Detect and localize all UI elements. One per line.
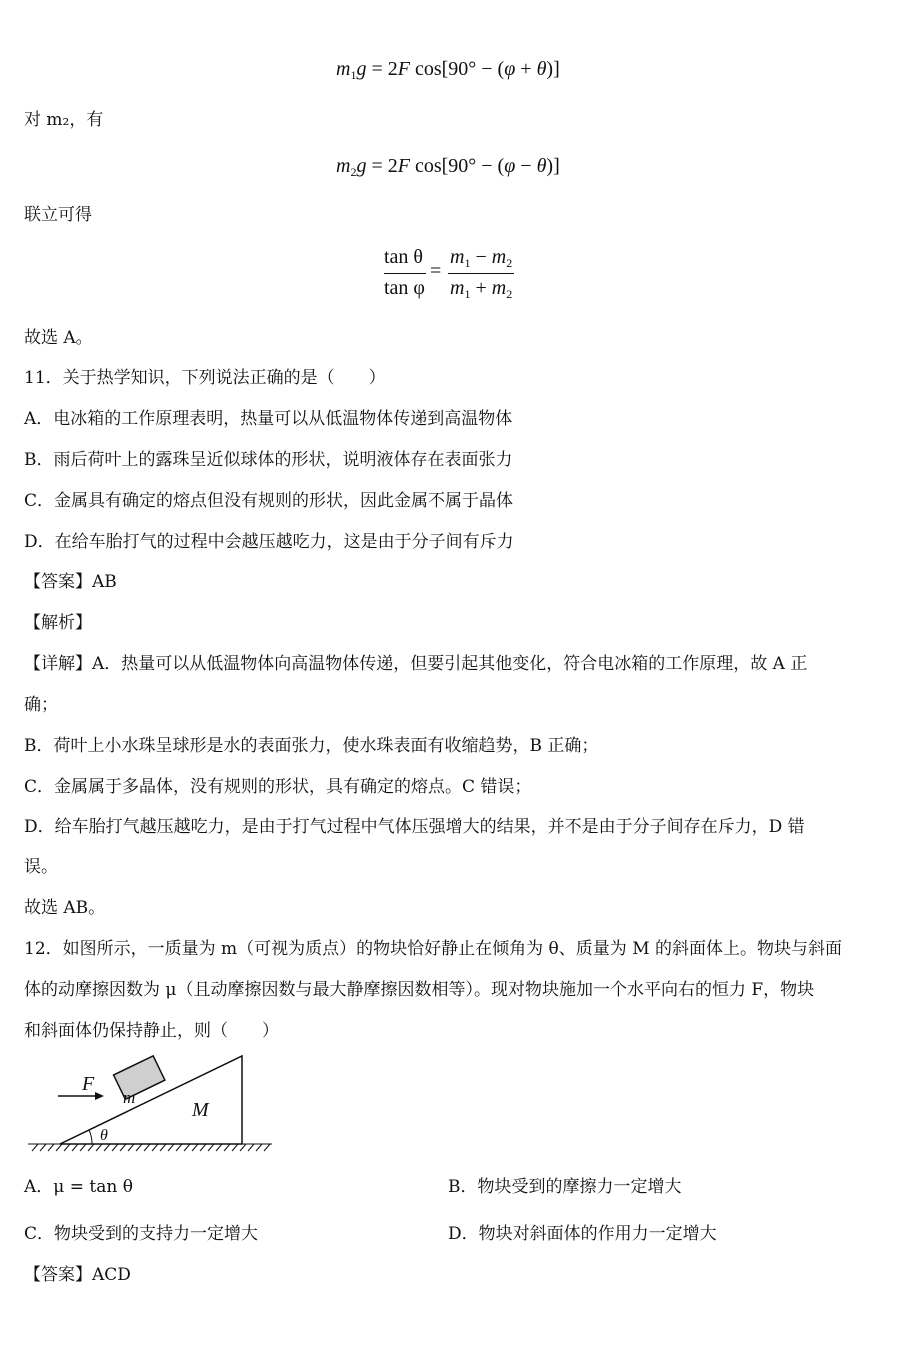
text-line: 联立可得 <box>24 205 92 225</box>
question-11-stem: 11．关于热学知识，下列说法正确的是（ ） <box>24 368 386 388</box>
eq-var: θ <box>536 155 547 177</box>
question-11-option-a: A．电冰箱的工作原理表明，热量可以从低温物体传递到高温物体 <box>24 409 513 429</box>
force-label: F <box>82 1073 95 1095</box>
question-11-detail: 确； <box>24 695 58 715</box>
question-11-analysis: 【解析】 <box>24 613 92 633</box>
eq-text: = 2 <box>371 155 398 177</box>
eq-var: φ <box>504 58 516 80</box>
eq-sub: 1 <box>464 287 471 301</box>
eq-sub: 2 <box>506 287 513 301</box>
question-12-option-d: D．物块对斜面体的作用力一定增大 <box>448 1224 717 1244</box>
frac-equals: = <box>430 260 442 282</box>
eq-text: − <box>470 246 492 268</box>
incline-label: M <box>192 1099 209 1121</box>
eq-sub: 2 <box>350 165 357 179</box>
question-11-option-c: C．金属具有确定的熔点但没有规则的形状，因此金属不属于晶体 <box>24 491 514 511</box>
eq-var: m <box>491 277 507 299</box>
question-12-stem: 和斜面体仍保持静止，则（ ） <box>24 1021 279 1041</box>
eq-text: cos[90° − ( <box>409 155 505 177</box>
eq-sub: 2 <box>506 256 513 270</box>
text-line: 对 m₂，有 <box>24 110 104 130</box>
eq-var: θ <box>536 58 547 80</box>
equation-m2 <box>336 153 560 185</box>
angle-label: θ <box>100 1127 108 1144</box>
fraction-bar <box>448 273 514 274</box>
question-11-option-b: B．雨后荷叶上的露珠呈近似球体的形状，说明液体存在表面张力 <box>24 450 513 470</box>
frac-right-denominator <box>450 277 512 302</box>
eq-sub: 1 <box>464 256 471 270</box>
eq-text: )] <box>546 155 560 177</box>
question-11-detail: 【详解】A．热量可以从低温物体向高温物体传递，但要引起其他变化，符合电冰箱的工作原理，故 A 正 <box>24 654 808 674</box>
block <box>114 1056 165 1099</box>
incline-diagram <box>24 1052 284 1156</box>
eq-var: m <box>450 277 465 299</box>
eq-var: m <box>336 155 351 177</box>
eq-text: = 2 <box>371 58 398 80</box>
fraction-equation <box>384 246 524 308</box>
eq-sub: 1 <box>350 68 357 82</box>
block-label: m <box>123 1088 136 1107</box>
force-arrow <box>58 1092 104 1100</box>
fraction-bar <box>384 273 426 274</box>
question-11-detail: B．荷叶上小水珠呈球形是水的表面张力，使水珠表面有收缩趋势，B 正确； <box>24 736 599 756</box>
frac-right-numerator <box>450 246 512 271</box>
angle-arc <box>89 1130 92 1144</box>
frac-left-numerator: tan θ <box>384 246 424 268</box>
eq-var: F <box>397 58 410 80</box>
eq-var: m <box>336 58 351 80</box>
ground-hatch <box>28 1144 272 1151</box>
eq-text: )] <box>546 58 560 80</box>
question-11-option-d: D．在给车胎打气的过程中会越压越吃力，这是由于分子间有斥力 <box>24 532 514 552</box>
eq-text: − <box>515 155 537 177</box>
question-11-detail: 误。 <box>24 857 58 877</box>
question-11-detail: C．金属属于多晶体，没有规则的形状，具有确定的熔点。C 错误； <box>24 777 532 797</box>
eq-text: cos[90° − ( <box>409 58 505 80</box>
equation-m1 <box>336 56 560 88</box>
question-12-answer: 【答案】ACD <box>24 1265 131 1285</box>
frac-left-denominator: tan φ <box>384 277 425 299</box>
eq-var: m <box>450 246 465 268</box>
eq-var: m <box>491 246 507 268</box>
question-12-stem: 12．如图所示，一质量为 m（可视为质点）的物块恰好静止在倾角为 θ、质量为 M 的斜面体上。物块与斜面 <box>24 939 843 959</box>
eq-var: φ <box>504 155 516 177</box>
question-12-option-b: B．物块受到的摩擦力一定增大 <box>448 1177 682 1197</box>
question-12-option-c: C．物块受到的支持力一定增大 <box>24 1224 259 1244</box>
eq-var: F <box>397 155 410 177</box>
eq-text: + <box>515 58 537 80</box>
question-11-choice: 故选 AB。 <box>24 898 106 918</box>
eq-var: g <box>356 58 367 80</box>
question-11-answer: 【答案】AB <box>24 572 117 592</box>
question-12-stem: 体的动摩擦因数为 μ（且动摩擦因数与最大静摩擦因数相等）。现对物块施加一个水平向右的恒力 F，物块 <box>24 980 815 1000</box>
text-line: 故选 A。 <box>24 328 93 348</box>
question-11-detail: D．给车胎打气越压越吃力，是由于打气过程中气体压强增大的结果，并不是由于分子间存在斥力，D 错 <box>24 817 805 837</box>
eq-text: + <box>470 277 492 299</box>
eq-var: g <box>356 155 367 177</box>
question-12-option-a: A．μ = tan θ <box>24 1177 133 1197</box>
